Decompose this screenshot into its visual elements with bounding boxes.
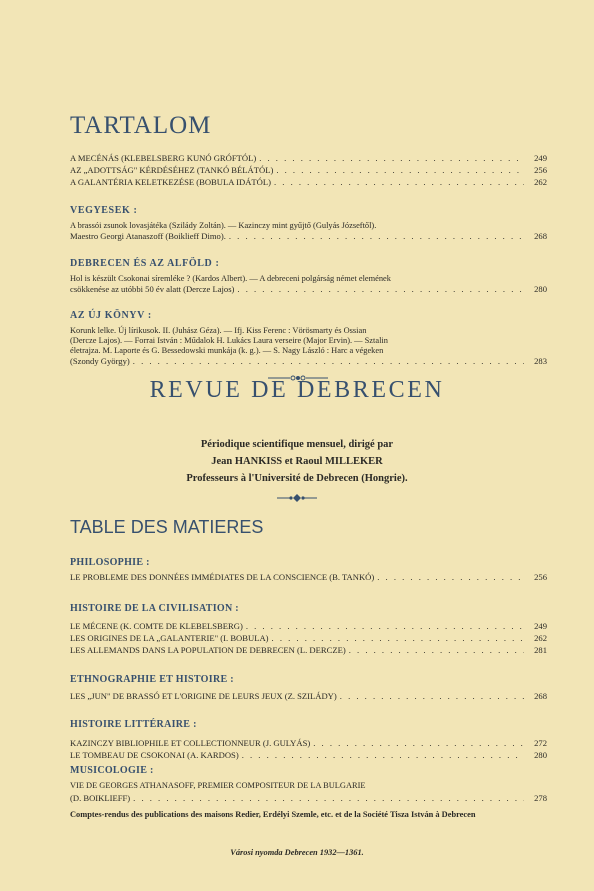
printer-imprint: Városi nyomda Debrecen 1932—1361.: [230, 848, 364, 857]
leader-dots: [229, 231, 524, 241]
journal-subtitle: Périodique scientifique mensuel, dirigé par: [200, 439, 394, 450]
toc-entry-title: A MECÉNÁS (KLEBELSBERG KUNÓ GRÓFTÓL): [70, 153, 257, 163]
toc-entry-title: AZ „ADOTTSÁG" KÉRDÉSÉHEZ (TANKÓ BÉLÁTÓL): [70, 165, 274, 175]
toc-entry-page: 280: [534, 750, 547, 760]
toc-entry-page: 272: [534, 738, 547, 748]
text-line: VIE DE GEORGES ATHANASOFF, PREMIER COMPOSITEUR DE LA BULGARIE: [70, 781, 366, 790]
toc-entry: [70, 691, 547, 701]
toc-entry: [70, 572, 547, 582]
toc-entry: [70, 633, 547, 643]
leader-dots: [237, 284, 524, 294]
toc-entry: [70, 153, 547, 163]
toc-entry-title: Maestro Georgi Atanaszoff (Boiklieff Dimo).: [70, 231, 226, 241]
text-line: A brassói zsunok lovasjátéka (Szilády Zoltán). — Kazinczy mint gyűjtő (Gulyás Józseftől).: [70, 221, 377, 230]
toc-entry-page: 256: [534, 572, 547, 582]
toc-entry: [70, 750, 547, 760]
section-text: [70, 326, 530, 356]
section-heading: PHILOSOPHIE :: [70, 557, 150, 568]
leader-dots: [259, 153, 524, 163]
toc-entry-page: 249: [534, 621, 547, 631]
text-line: Hol is készült Csokonai síremléke ? (Kardos Albert). — A debreceni polgárság német elemének: [70, 274, 391, 283]
leader-dots: [242, 750, 524, 760]
section-heading: HISTOIRE DE LA CIVILISATION :: [70, 603, 239, 614]
toc-entry-title: LE PROBLEME DES DONNÉES IMMÉDIATES DE LA CONSCIENCE (B. TANKÓ): [70, 572, 375, 582]
section-text: [70, 274, 530, 284]
section-text: [70, 781, 530, 791]
toc-entry-title: KAZINCZY BIBLIOPHILE ET COLLECTIONNEUR (J. GULYÁS): [70, 738, 311, 748]
toc-entry-page: 256: [534, 165, 547, 175]
leader-dots: [313, 738, 524, 748]
toc-entry: [70, 738, 547, 748]
toc-entry: [70, 793, 547, 803]
leader-dots: [133, 356, 524, 366]
page-title: TARTALOM: [70, 112, 212, 139]
toc-entry-page: 278: [534, 793, 547, 803]
text-line: Korunk lelke. Új lírikusok. II. (Juhász Géza). — Ifj. Kiss Ferenc : Vörösmarty és Ossian: [70, 326, 367, 335]
toc-entry-page: 268: [534, 231, 547, 241]
ornament-divider: [277, 494, 317, 502]
journal-affiliation: Professeurs à l'Université de Debrecen (Hongrie).: [186, 473, 408, 484]
text-line: életrajza. M. Laporte és G. Bessedowski munkája (k. g.). — S. Nagy László : Harc a végeken: [70, 346, 384, 355]
toc-entry: [70, 284, 547, 294]
section-text: [70, 221, 530, 231]
leader-dots: [340, 691, 524, 701]
toc-entry: [70, 177, 547, 187]
toc-entry-page: 281: [534, 645, 547, 655]
toc-entry: [70, 356, 547, 366]
toc-entry-title: (Szondy György): [70, 356, 130, 366]
leader-dots: [349, 645, 524, 655]
toc-entry-page: 283: [534, 356, 547, 366]
leader-dots: [133, 793, 524, 803]
leader-dots: [246, 621, 524, 631]
toc-entry-title: A GALANTÉRIA KELETKEZÉSE (BOBULA IDÁTÓL): [70, 177, 271, 187]
footnote: Comptes-rendus des publications des maisons Redier, Erdélyi Szemle, etc. et de la Société Tisza István à Debrecen: [70, 810, 476, 819]
toc-entry-page: 249: [534, 153, 547, 163]
section-heading: MUSICOLOGIE :: [70, 765, 154, 776]
section-heading: HISTOIRE LITTÉRAIRE :: [70, 719, 197, 730]
section-heading: VEGYESEK :: [70, 205, 138, 216]
toc-entry-page: 262: [534, 177, 547, 187]
toc-entry-page: 280: [534, 284, 547, 294]
toc-entry: [70, 165, 547, 175]
toc-entry-title: csökkenése az utóbbi 50 év alatt (Dercze Lajos): [70, 284, 235, 294]
toc-entry-title: LES ALLEMANDS DANS LA POPULATION DE DEBRECEN (L. DERCZE): [70, 645, 346, 655]
section-heading: DEBRECEN ÉS AZ ALFÖLD :: [70, 258, 220, 269]
toc-entry-title: LES „JUN" DE BRASSÓ ET L'ORIGINE DE LEURS JEUX (Z. SZILÁDY): [70, 691, 337, 701]
toc-entry-title: LE TOMBEAU DE CSOKONAI (A. KARDOS): [70, 750, 239, 760]
toc-entry-title: (D. BOIKLIEFF): [70, 793, 131, 803]
journal-title: REVUE DE DEBRECEN: [149, 377, 445, 403]
leader-dots: [377, 572, 524, 582]
leader-dots: [276, 165, 524, 175]
journal-editors: Jean HANKISS et Raoul MILLEKER: [211, 456, 383, 467]
leader-dots: [272, 633, 524, 643]
section-heading: AZ ÚJ KÖNYV :: [70, 310, 152, 321]
toc-entry-title: LES ORIGINES DE LA „GALANTERIE" (I. BOBULA): [70, 633, 269, 643]
section-heading: ETHNOGRAPHIE ET HISTOIRE :: [70, 674, 234, 685]
toc-entry-page: 262: [534, 633, 547, 643]
toc-entry-title: LE MÉCENE (K. COMTE DE KLEBELSBERG): [70, 621, 243, 631]
toc-entry: [70, 645, 547, 655]
leader-dots: [274, 177, 524, 187]
toc-entry-page: 268: [534, 691, 547, 701]
toc-entry: [70, 621, 547, 631]
toc-entry: [70, 231, 547, 241]
text-line: (Dercze Lajos). — Forrai István : Műdalok H. Lukács Laura verseire (Major Ervin). — Sztalin: [70, 336, 388, 345]
contents-title: TABLE DES MATIERES: [70, 517, 264, 537]
